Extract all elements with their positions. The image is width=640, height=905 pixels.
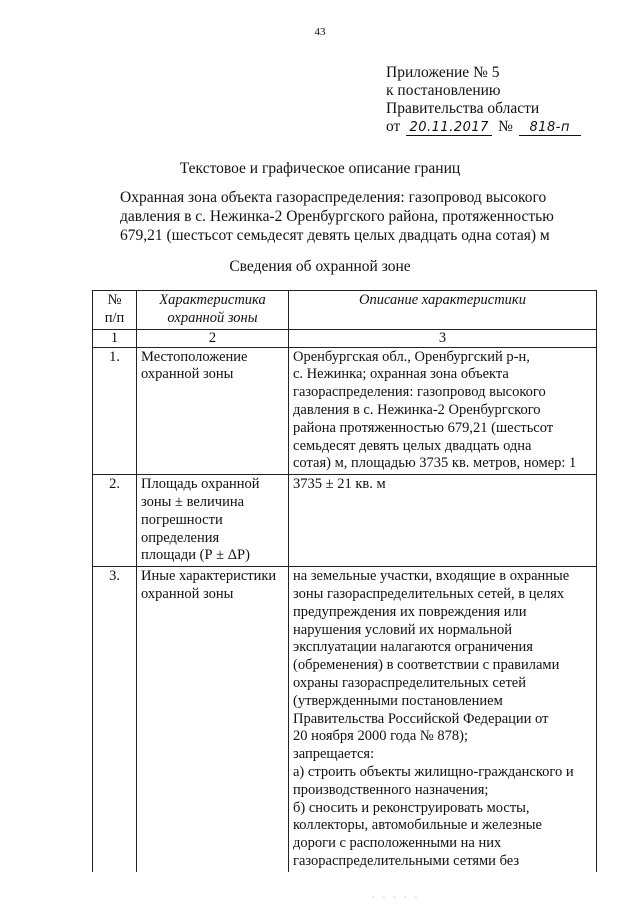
protection-zone-table <box>92 290 597 872</box>
row-description: 3735 ± 21 кв. м <box>289 475 597 567</box>
column-number-1: 1 <box>93 329 137 347</box>
row-number: 2. <box>93 475 137 567</box>
date-prefix: от <box>386 118 401 135</box>
header-number: № п/п <box>93 291 137 330</box>
document-title: Текстовое и графическое описание границ <box>179 160 461 177</box>
header-description: Описание характеристики <box>289 291 597 330</box>
row-characteristic: Иные характеристики охранной зоны <box>137 567 289 872</box>
number-prefix: № <box>498 118 513 135</box>
scan-artifact-dots: · · · · · <box>372 893 421 902</box>
page-number: 43 <box>314 26 326 38</box>
appendix-block <box>386 64 581 136</box>
column-number-3: 3 <box>289 329 597 347</box>
handwritten-date: 20.11.2017 <box>406 121 492 136</box>
appendix-date-line <box>386 118 581 136</box>
handwritten-number: 818-п <box>519 121 581 136</box>
table-header-row <box>93 291 597 330</box>
row-description: на земельные участки, входящие в охранные зоны газораспределительных сетей, в целях предупреждения их повреждения или нарушения условий их нормальной эксплуатации налагаются ограничения (обременения) в соответствии с правилами охраны газораспределительных сетей (утвержденными постановлением Правительства Российской Федерации от 20 ноября 2000 года № 878); запрещается: а) строить объекты жилищно-гражданского и производственного назначения; б) сносить и реконструировать мосты, коллекторы, автомобильные и железные дороги с расположенными на них газораспределительными сетями без <box>289 567 597 872</box>
table-row <box>93 475 597 567</box>
appendix-line-3: Правительства области <box>386 100 540 117</box>
row-characteristic: Площадь охранной зоны ± величина погрешности определения площади (Р ± ΔР) <box>137 475 289 567</box>
document-subtitle <box>120 188 554 245</box>
appendix-line-1: Приложение № 5 <box>386 64 500 81</box>
row-description: Оренбургская обл., Оренбургский р-н, с. Нежинка; охранная зона объекта газораспределения: газопровод высокого давления в с. Нежинка-2 Оренбургского района протяженностью 679,21 (шестьсот семьдесят девять целых двадцать одна сотая) м, площадью 3735 кв. метров, номер: 1 <box>289 347 597 475</box>
subtitle-line-3: 679,21 (шестьсот семьдесят девять целых двадцать одна сотая) м <box>120 227 550 244</box>
row-number: 1. <box>93 347 137 475</box>
row-characteristic: Местоположение охранной зоны <box>137 347 289 475</box>
section-title: Сведения об охранной зоне <box>229 258 411 275</box>
table-column-numbers-row <box>93 329 597 347</box>
header-characteristic: Характеристика охранной зоны <box>137 291 289 330</box>
column-number-2: 2 <box>137 329 289 347</box>
row-number: 3. <box>93 567 137 872</box>
subtitle-line-1: Охранная зона объекта газораспределения: газопровод высокого <box>120 189 547 206</box>
subtitle-line-2: давления в с. Нежинка-2 Оренбургского района, протяженностью <box>120 208 554 225</box>
appendix-line-2: к постановлению <box>386 82 501 99</box>
table-row <box>93 567 597 872</box>
table-row <box>93 347 597 475</box>
